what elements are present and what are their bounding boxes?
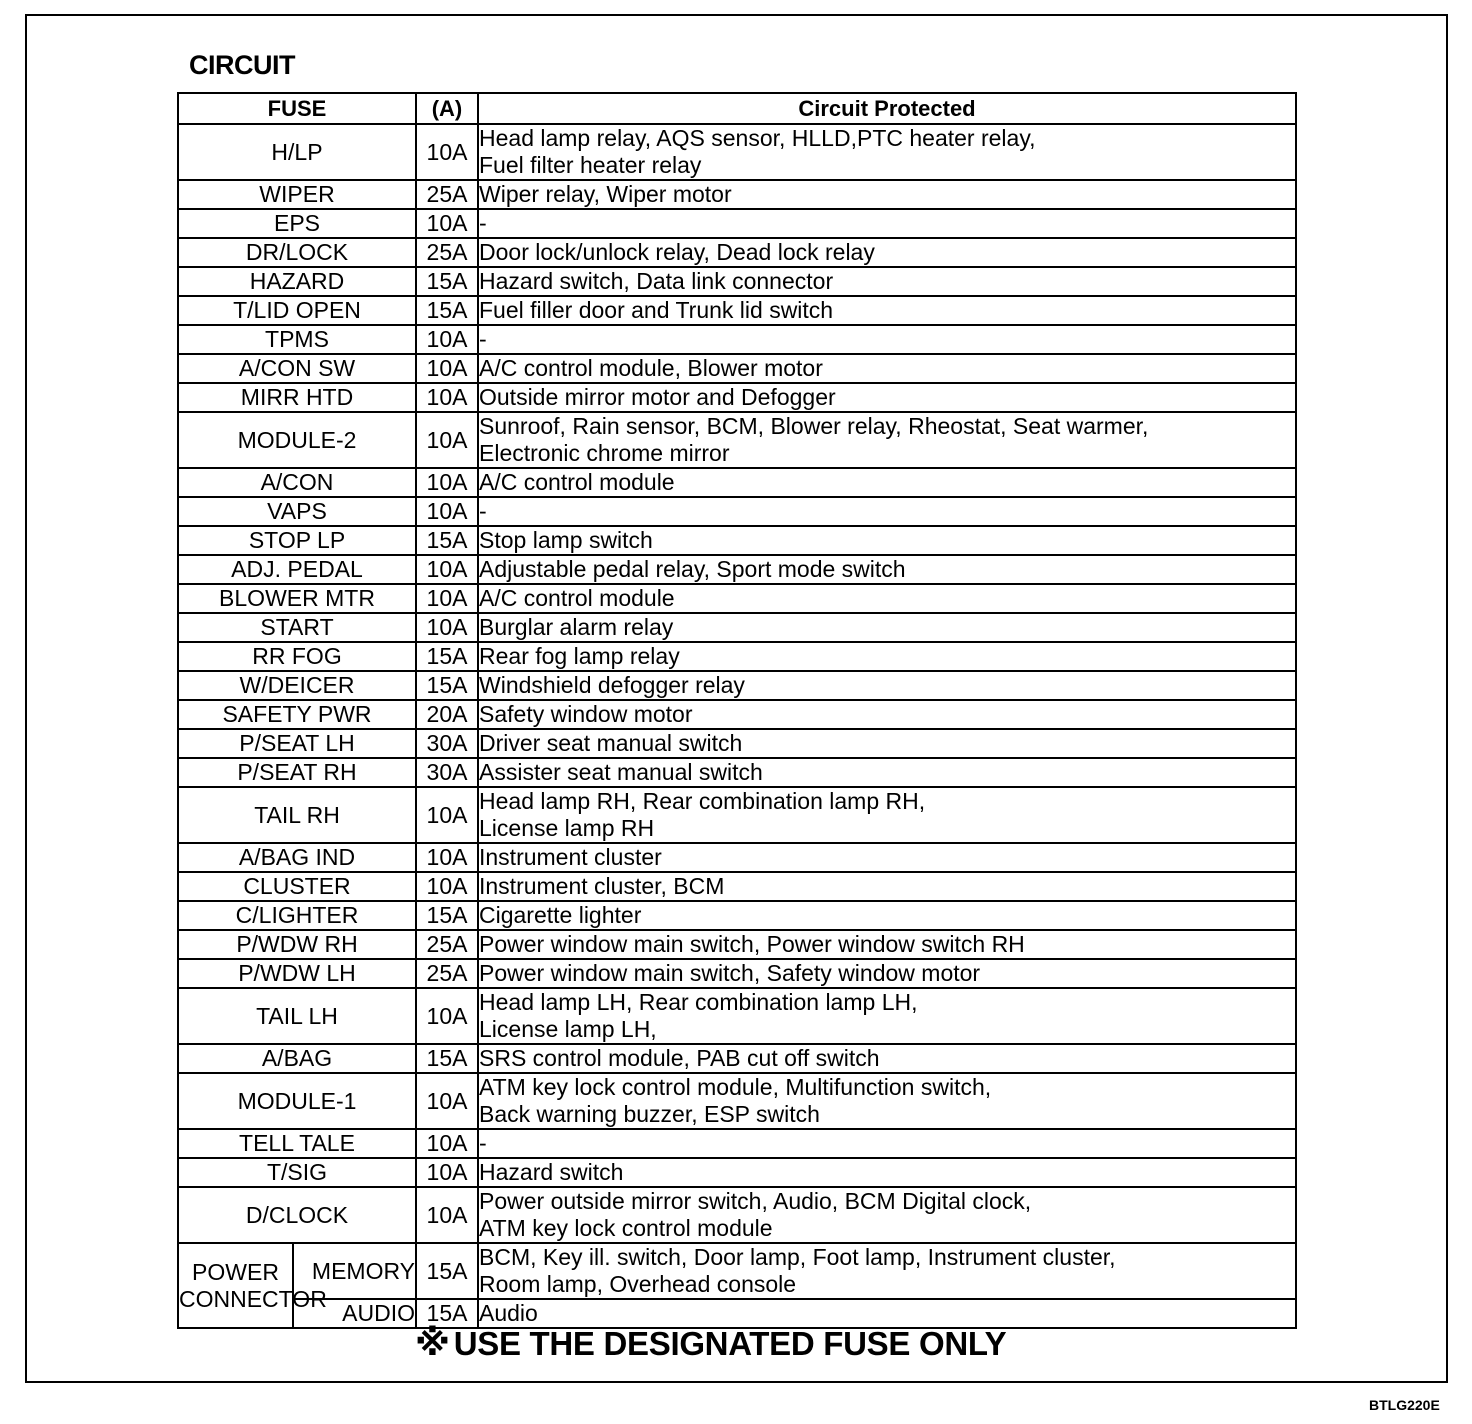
table-row xyxy=(178,700,1296,729)
fuse-amp-cell: 10A xyxy=(416,584,478,613)
circuit-protected-cell xyxy=(478,468,1296,497)
table-row xyxy=(178,729,1296,758)
circuit-protected-cell xyxy=(478,1243,1296,1299)
fuse-name-cell: A/CON SW xyxy=(178,354,416,383)
circuit-protected-cell xyxy=(478,296,1296,325)
fuse-amp-cell: 25A xyxy=(416,930,478,959)
table-row xyxy=(178,354,1296,383)
circuit-protected-cell xyxy=(478,787,1296,843)
fuse-amp-cell: 10A xyxy=(416,555,478,584)
circuit-protected-cell xyxy=(478,729,1296,758)
circuit-protected-cell xyxy=(478,1044,1296,1073)
fuse-table xyxy=(177,92,1297,1329)
circuit-protected-cell xyxy=(478,180,1296,209)
fuse-name-cell: T/SIG xyxy=(178,1158,416,1187)
circuit-line: Cigarette lighter xyxy=(479,902,642,928)
circuit-line: ATM key lock control module xyxy=(479,1215,773,1241)
fuse-name-cell: TAIL RH xyxy=(178,787,416,843)
circuit-line: Head lamp relay, AQS sensor, HLLD,PTC heater relay, xyxy=(479,125,1036,151)
fuse-name-cell: A/BAG xyxy=(178,1044,416,1073)
circuit-line: Power window main switch, Power window switch RH xyxy=(479,931,1025,957)
fuse-amp-cell: 15A xyxy=(416,267,478,296)
fuse-name-cell: MEMORY xyxy=(293,1243,416,1299)
fuse-name-cell: P/WDW LH xyxy=(178,959,416,988)
fuse-name-cell: TELL TALE xyxy=(178,1129,416,1158)
fuse-name-cell: MIRR HTD xyxy=(178,383,416,412)
fuse-name-cell: VAPS xyxy=(178,497,416,526)
fuse-name-cell: H/LP xyxy=(178,124,416,180)
fuse-name-cell: DR/LOCK xyxy=(178,238,416,267)
circuit-line: - xyxy=(479,210,487,236)
fuse-name-cell: HAZARD xyxy=(178,267,416,296)
fuse-amp-cell: 10A xyxy=(416,354,478,383)
circuit-protected-cell xyxy=(478,758,1296,787)
circuit-line: A/C control module xyxy=(479,585,675,611)
fuse-name-cell: RR FOG xyxy=(178,642,416,671)
circuit-protected-cell xyxy=(478,959,1296,988)
header-circuit: Circuit Protected xyxy=(478,93,1296,124)
circuit-protected-cell xyxy=(478,209,1296,238)
fuse-amp-cell: 10A xyxy=(416,872,478,901)
circuit-protected-cell xyxy=(478,412,1296,468)
note-text: USE THE DESIGNATED FUSE ONLY xyxy=(453,1325,1007,1362)
reference-mark-icon: ※ xyxy=(415,1322,450,1363)
circuit-line: Outside mirror motor and Defogger xyxy=(479,384,836,410)
circuit-line: Head lamp LH, Rear combination lamp LH, xyxy=(479,989,918,1015)
table-row xyxy=(178,988,1296,1044)
fuse-amp-cell: 10A xyxy=(416,1073,478,1129)
circuit-protected-cell xyxy=(478,238,1296,267)
fuse-amp-cell: 30A xyxy=(416,729,478,758)
circuit-line: Windshield defogger relay xyxy=(479,672,745,698)
circuit-line: Power outside mirror switch, Audio, BCM Digital clock, xyxy=(479,1188,1032,1214)
circuit-line: Burglar alarm relay xyxy=(479,614,674,640)
fuse-name-cell: BLOWER MTR xyxy=(178,584,416,613)
circuit-line: License lamp RH xyxy=(479,815,655,841)
table-row xyxy=(178,1243,1296,1299)
figure-code: BTLG220E xyxy=(1369,1397,1440,1413)
circuit-protected-cell xyxy=(478,497,1296,526)
fuse-name-cell: MODULE-1 xyxy=(178,1073,416,1129)
fuse-amp-cell: 10A xyxy=(416,383,478,412)
fuse-amp-cell: 15A xyxy=(416,296,478,325)
table-row xyxy=(178,1187,1296,1243)
page-title: CIRCUIT xyxy=(189,50,295,80)
fuse-name-cell: CLUSTER xyxy=(178,872,416,901)
fuse-amp-cell: 15A xyxy=(416,901,478,930)
table-row xyxy=(178,1129,1296,1158)
power-connector-label-line: CONNECTOR xyxy=(179,1285,327,1312)
power-connector-label xyxy=(178,1243,327,1328)
fuse-amp-cell: 10A xyxy=(416,787,478,843)
fuse-amp-cell: 15A xyxy=(416,1044,478,1073)
fuse-name-cell: P/SEAT LH xyxy=(178,729,416,758)
table-row xyxy=(178,124,1296,180)
fuse-name-cell: START xyxy=(178,613,416,642)
circuit-line: Safety window motor xyxy=(479,701,693,727)
fuse-amp-cell: 30A xyxy=(416,758,478,787)
fuse-amp-cell: 25A xyxy=(416,238,478,267)
fuse-name-cell: WIPER xyxy=(178,180,416,209)
fuse-name-cell: STOP LP xyxy=(178,526,416,555)
circuit-line: Instrument cluster xyxy=(479,844,662,870)
fuse-name-cell: C/LIGHTER xyxy=(178,901,416,930)
circuit-protected-cell xyxy=(478,124,1296,180)
fuse-name-cell: ADJ. PEDAL xyxy=(178,555,416,584)
circuit-protected-cell xyxy=(478,1129,1296,1158)
fuse-amp-cell: 10A xyxy=(416,988,478,1044)
fuse-amp-cell: 10A xyxy=(416,325,478,354)
table-row xyxy=(178,872,1296,901)
fuse-amp-cell: 10A xyxy=(416,468,478,497)
circuit-line: Hazard switch, Data link connector xyxy=(479,268,834,294)
circuit-protected-cell xyxy=(478,526,1296,555)
power-connector-label-line: POWER xyxy=(192,1258,279,1285)
circuit-line: Instrument cluster, BCM xyxy=(479,873,725,899)
fuse-name-cell: P/WDW RH xyxy=(178,930,416,959)
circuit-protected-cell xyxy=(478,1158,1296,1187)
table-row xyxy=(178,843,1296,872)
fuse-amp-cell: 15A xyxy=(416,671,478,700)
circuit-protected-cell xyxy=(478,1187,1296,1243)
fuse-amp-cell: 10A xyxy=(416,412,478,468)
table-row xyxy=(178,930,1296,959)
circuit-line: BCM, Key ill. switch, Door lamp, Foot lamp, Instrument cluster, xyxy=(479,1244,1116,1270)
circuit-protected-cell xyxy=(478,671,1296,700)
header-fuse: FUSE xyxy=(178,93,416,124)
circuit-line: Adjustable pedal relay, Sport mode switch xyxy=(479,556,906,582)
table-row xyxy=(178,671,1296,700)
circuit-protected-cell xyxy=(478,843,1296,872)
fuse-amp-cell: 10A xyxy=(416,497,478,526)
table-row xyxy=(178,267,1296,296)
circuit-protected-cell xyxy=(478,642,1296,671)
table-row xyxy=(178,383,1296,412)
fuse-amp-cell: 15A xyxy=(416,1243,478,1299)
circuit-line: Door lock/unlock relay, Dead lock relay xyxy=(479,239,875,265)
fuse-amp-cell: 15A xyxy=(416,642,478,671)
circuit-protected-cell xyxy=(478,988,1296,1044)
circuit-protected-cell xyxy=(478,901,1296,930)
circuit-line: Wiper relay, Wiper motor xyxy=(479,181,732,207)
table-row xyxy=(178,497,1296,526)
circuit-line: Fuel filter heater relay xyxy=(479,152,702,178)
table-row xyxy=(178,959,1296,988)
table-row xyxy=(178,526,1296,555)
fuse-amp-cell: 25A xyxy=(416,959,478,988)
circuit-line: License lamp LH, xyxy=(479,1016,657,1042)
table-row xyxy=(178,296,1296,325)
table-row xyxy=(178,1158,1296,1187)
fuse-name-cell: W/DEICER xyxy=(178,671,416,700)
circuit-line: Room lamp, Overhead console xyxy=(479,1271,797,1297)
header-amp: (A) xyxy=(416,93,478,124)
fuse-amp-cell: 10A xyxy=(416,613,478,642)
circuit-line: - xyxy=(479,326,487,352)
circuit-protected-cell xyxy=(478,872,1296,901)
fuse-amp-cell: 10A xyxy=(416,1158,478,1187)
table-row xyxy=(178,613,1296,642)
circuit-protected-cell xyxy=(478,930,1296,959)
circuit-protected-cell xyxy=(478,383,1296,412)
fuse-name-cell: TPMS xyxy=(178,325,416,354)
circuit-protected-cell xyxy=(478,325,1296,354)
circuit-line: Fuel filler door and Trunk lid switch xyxy=(479,297,834,323)
fuse-name-cell: AUDIO xyxy=(293,1299,416,1328)
table-row xyxy=(178,584,1296,613)
circuit-line: Stop lamp switch xyxy=(479,527,653,553)
circuit-line: Head lamp RH, Rear combination lamp RH, xyxy=(479,788,926,814)
circuit-protected-cell xyxy=(478,267,1296,296)
table-row xyxy=(178,642,1296,671)
circuit-line: A/C control module, Blower motor xyxy=(479,355,823,381)
circuit-line: Sunroof, Rain sensor, BCM, Blower relay, Rheostat, Seat warmer, xyxy=(479,413,1149,439)
table-row xyxy=(178,787,1296,843)
circuit-protected-cell xyxy=(478,700,1296,729)
table-row xyxy=(178,412,1296,468)
table-row xyxy=(178,468,1296,497)
circuit-line: Back warning buzzer, ESP switch xyxy=(479,1101,820,1127)
fuse-amp-cell: 10A xyxy=(416,843,478,872)
fuse-name-cell: TAIL LH xyxy=(178,988,416,1044)
fuse-name-cell: EPS xyxy=(178,209,416,238)
circuit-line: Electronic chrome mirror xyxy=(479,440,730,466)
fuse-amp-cell: 15A xyxy=(416,1299,478,1328)
circuit-line: - xyxy=(479,498,487,524)
table-row xyxy=(178,325,1296,354)
fuse-name-cell: A/BAG IND xyxy=(178,843,416,872)
fuse-amp-cell: 10A xyxy=(416,1129,478,1158)
table-row xyxy=(178,238,1296,267)
fuse-name-cell: SAFETY PWR xyxy=(178,700,416,729)
fuse-warning-note xyxy=(415,1322,1006,1364)
circuit-protected-cell xyxy=(478,354,1296,383)
fuse-amp-cell: 10A xyxy=(416,209,478,238)
circuit-line: Driver seat manual switch xyxy=(479,730,743,756)
circuit-line: Assister seat manual switch xyxy=(479,759,763,785)
fuse-name-cell: D/CLOCK xyxy=(178,1187,416,1243)
fuse-name-cell: A/CON xyxy=(178,468,416,497)
table-row xyxy=(178,555,1296,584)
table-row xyxy=(178,758,1296,787)
circuit-line: ATM key lock control module, Multifunction switch, xyxy=(479,1074,992,1100)
circuit-line: Power window main switch, Safety window motor xyxy=(479,960,981,986)
table-row xyxy=(178,1044,1296,1073)
fuse-amp-cell: 20A xyxy=(416,700,478,729)
table-row xyxy=(178,180,1296,209)
table-row xyxy=(178,209,1296,238)
fuse-name-cell: MODULE-2 xyxy=(178,412,416,468)
fuse-amp-cell: 15A xyxy=(416,526,478,555)
table-row xyxy=(178,901,1296,930)
circuit-line: SRS control module, PAB cut off switch xyxy=(479,1045,880,1071)
circuit-protected-cell xyxy=(478,613,1296,642)
circuit-protected-cell xyxy=(478,1073,1296,1129)
table-header-row xyxy=(178,93,1296,124)
fuse-name-cell: T/LID OPEN xyxy=(178,296,416,325)
circuit-line: Rear fog lamp relay xyxy=(479,643,680,669)
circuit-protected-cell xyxy=(478,555,1296,584)
fuse-amp-cell: 10A xyxy=(416,124,478,180)
table-row xyxy=(178,1073,1296,1129)
fuse-amp-cell: 25A xyxy=(416,180,478,209)
circuit-line: Audio xyxy=(479,1300,538,1326)
circuit-line: A/C control module xyxy=(479,469,675,495)
circuit-line: Hazard switch xyxy=(479,1159,624,1185)
fuse-name-cell: P/SEAT RH xyxy=(178,758,416,787)
circuit-protected-cell xyxy=(478,584,1296,613)
fuse-amp-cell: 10A xyxy=(416,1187,478,1243)
circuit-line: - xyxy=(479,1130,487,1156)
